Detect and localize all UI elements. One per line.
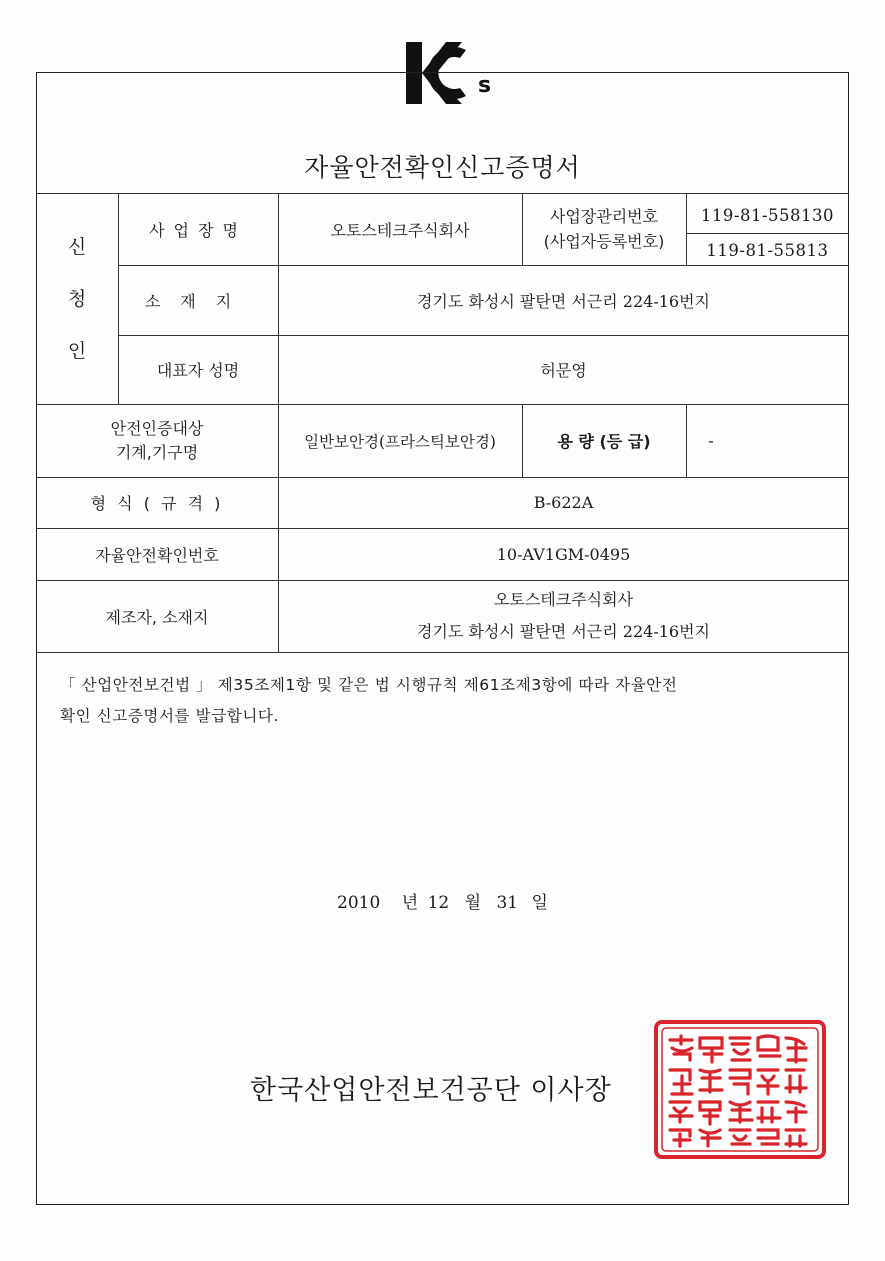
mgmt-number-label-line2: (사업자등록번호) xyxy=(543,232,665,251)
statement-line-1: 「 산업안전보건법 」 제35조제1항 및 같은 법 시행규칙 제61조제3항에 따라 자율안전 xyxy=(60,676,678,694)
applicant-char-2: 청 xyxy=(67,287,87,310)
manufacturer-value xyxy=(278,580,849,652)
applicant-char-1: 신 xyxy=(67,235,87,258)
date-year-unit: 년 xyxy=(401,893,419,913)
target-label-line1: 안전인증대상 xyxy=(110,418,204,438)
applicant-label xyxy=(36,193,118,404)
mgmt-number-value: 119-81-558130 xyxy=(700,205,835,225)
target-label xyxy=(36,404,278,477)
document-title: 자율안전확인신고증명서 xyxy=(304,153,581,182)
model-label: 형 식 ( 규 격 ) xyxy=(90,494,224,513)
manufacturer-name: 오토스테크주식회사 xyxy=(493,590,634,609)
location-value: 경기도 화성시 팔탄면 서근리 224-16번지 xyxy=(416,291,711,311)
statement-line-2: 확인 신고증명서를 발급합니다. xyxy=(60,707,280,725)
target-label-line2: 기계,기구명 xyxy=(115,442,199,462)
representative-value: 허문영 xyxy=(540,361,587,380)
model-value: B-622A xyxy=(533,493,594,512)
confirmation-number-value: 10-AV1GM-0495 xyxy=(496,544,631,564)
date-day: 31 xyxy=(496,893,519,913)
capacity-label: 용 량 (등 급) xyxy=(557,432,651,451)
svg-text:s: s xyxy=(478,73,492,98)
business-name-value: 오토스테크주식회사 xyxy=(330,220,470,240)
mgmt-number-label-line1: 사업장관리번호 xyxy=(549,207,659,226)
applicant-char-3: 인 xyxy=(67,339,87,362)
business-name-label: 사업장명 xyxy=(149,220,247,240)
issuance-statement xyxy=(60,670,840,732)
location-label: 소재지 xyxy=(144,291,252,311)
mgmt-number-label xyxy=(522,193,686,265)
manufacturer-location: 경기도 화성시 팔탄면 서근리 224-16번지 xyxy=(416,622,711,641)
registration-number-value: 119-81-55813 xyxy=(706,240,829,260)
date-year: 2010 xyxy=(337,893,381,913)
official-seal xyxy=(652,1018,828,1161)
issuer-name: 한국산업안전보건공단 이사장 xyxy=(250,1075,612,1106)
target-name-value: 일반보안경(프라스틱보안경) xyxy=(304,432,496,451)
confirmation-number-label: 자율안전확인번호 xyxy=(95,545,219,565)
date-month-unit: 월 xyxy=(464,893,482,913)
representative-label: 대표자 성명 xyxy=(156,361,240,380)
manufacturer-label: 제조자, 소재지 xyxy=(105,607,209,627)
issue-date xyxy=(0,888,885,913)
date-month: 12 xyxy=(427,893,450,913)
date-day-unit: 일 xyxy=(531,893,548,913)
capacity-value: - xyxy=(708,431,714,450)
